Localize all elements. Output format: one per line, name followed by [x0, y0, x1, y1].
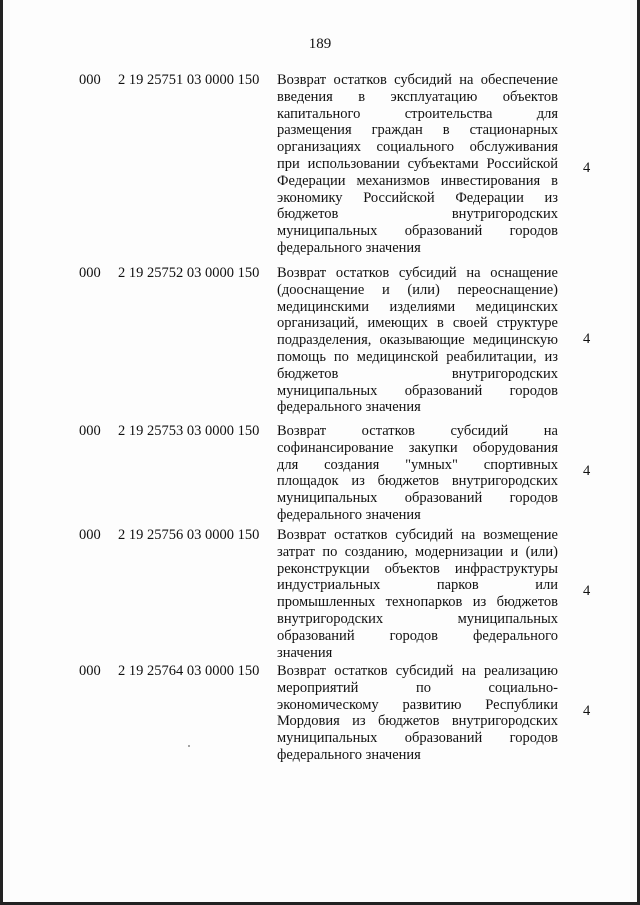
row-description	[277, 265, 558, 416]
description-line: образований городов федерального	[277, 627, 558, 644]
row-description	[277, 423, 558, 524]
description-line: капитального строительства для	[277, 105, 558, 122]
description-line: федерального значения	[277, 746, 421, 763]
budget-code: 2 19 25751 03 0000 150	[118, 72, 260, 88]
description-line: муниципальных образований городов	[277, 490, 558, 507]
admin-code: 000	[79, 527, 101, 543]
budget-code: 2 19 25753 03 0000 150	[118, 423, 260, 439]
description-line: (дооснащение и (или) переоснащение)	[277, 281, 558, 298]
admin-code: 000	[79, 265, 101, 281]
description-line: значения	[277, 644, 333, 661]
description-line: введения в эксплуатацию объектов	[277, 88, 558, 105]
page-number: 189	[308, 36, 332, 52]
description-line: Возврат остатков субсидий на обеспечение	[277, 72, 558, 88]
budget-code: 2 19 25764 03 0000 150	[118, 663, 260, 679]
description-line: промышленных технопарков из бюджетов	[277, 594, 558, 611]
description-line: муниципальных образований городов	[277, 730, 558, 747]
description-line: Возврат остатков субсидий на возмещение	[277, 527, 558, 543]
description-line: для создания "умных" спортивных	[277, 456, 558, 473]
row-value: 4	[583, 463, 591, 479]
description-line: организаций, имеющих в своей структуре	[277, 315, 558, 332]
description-line: затрат по созданию, модернизации и (или)	[277, 543, 558, 560]
description-line: реконструкции объектов инфраструктуры	[277, 560, 558, 577]
budget-code: 2 19 25752 03 0000 150	[118, 265, 260, 281]
description-line: софинансирование закупки оборудования	[277, 439, 558, 456]
description-line: бюджетов внутригородских	[277, 206, 558, 223]
description-line: Мордовия из бюджетов внутригородских	[277, 713, 558, 730]
description-line: бюджетов внутригородских	[277, 365, 558, 382]
scan-speck	[188, 745, 190, 747]
description-line: Федерации механизмов инвестирования в	[277, 172, 558, 189]
description-line: экономику Российской Федерации из	[277, 189, 558, 206]
description-line: мероприятий по социально-	[277, 679, 558, 696]
row-description	[277, 663, 558, 764]
description-line: при использовании субъектами Российской	[277, 155, 558, 172]
admin-code: 000	[79, 423, 101, 439]
description-line: медицинскими изделиями медицинских	[277, 298, 558, 315]
description-line: Возврат остатков субсидий на оснащение	[277, 265, 558, 281]
description-line: индустриальных парков или	[277, 577, 558, 594]
description-line: помощь по медицинской реабилитации, из	[277, 348, 558, 365]
budget-code: 2 19 25756 03 0000 150	[118, 527, 260, 543]
row-value: 4	[583, 331, 591, 347]
description-line: экономическому развитию Республики	[277, 696, 558, 713]
description-line: Возврат остатков субсидий на	[277, 423, 558, 439]
description-line: Возврат остатков субсидий на реализацию	[277, 663, 558, 679]
description-line: организациях социального обслуживания	[277, 139, 558, 156]
row-value: 4	[583, 160, 591, 176]
row-description	[277, 72, 558, 257]
row-value: 4	[583, 703, 591, 719]
description-line: федерального значения	[277, 239, 421, 256]
admin-code: 000	[79, 72, 101, 88]
description-line: площадок из бюджетов внутригородских	[277, 473, 558, 490]
description-line: подразделения, оказывающие медицинскую	[277, 332, 558, 349]
scan-border-left	[0, 0, 3, 905]
description-line: федерального значения	[277, 506, 421, 523]
row-value: 4	[583, 583, 591, 599]
description-line: внутригородских муниципальных	[277, 610, 558, 627]
description-line: муниципальных образований городов	[277, 382, 558, 399]
description-line: федерального значения	[277, 399, 421, 416]
row-description	[277, 527, 558, 661]
description-line: муниципальных образований городов	[277, 223, 558, 240]
description-line: размещения граждан в стационарных	[277, 122, 558, 139]
admin-code: 000	[79, 663, 101, 679]
